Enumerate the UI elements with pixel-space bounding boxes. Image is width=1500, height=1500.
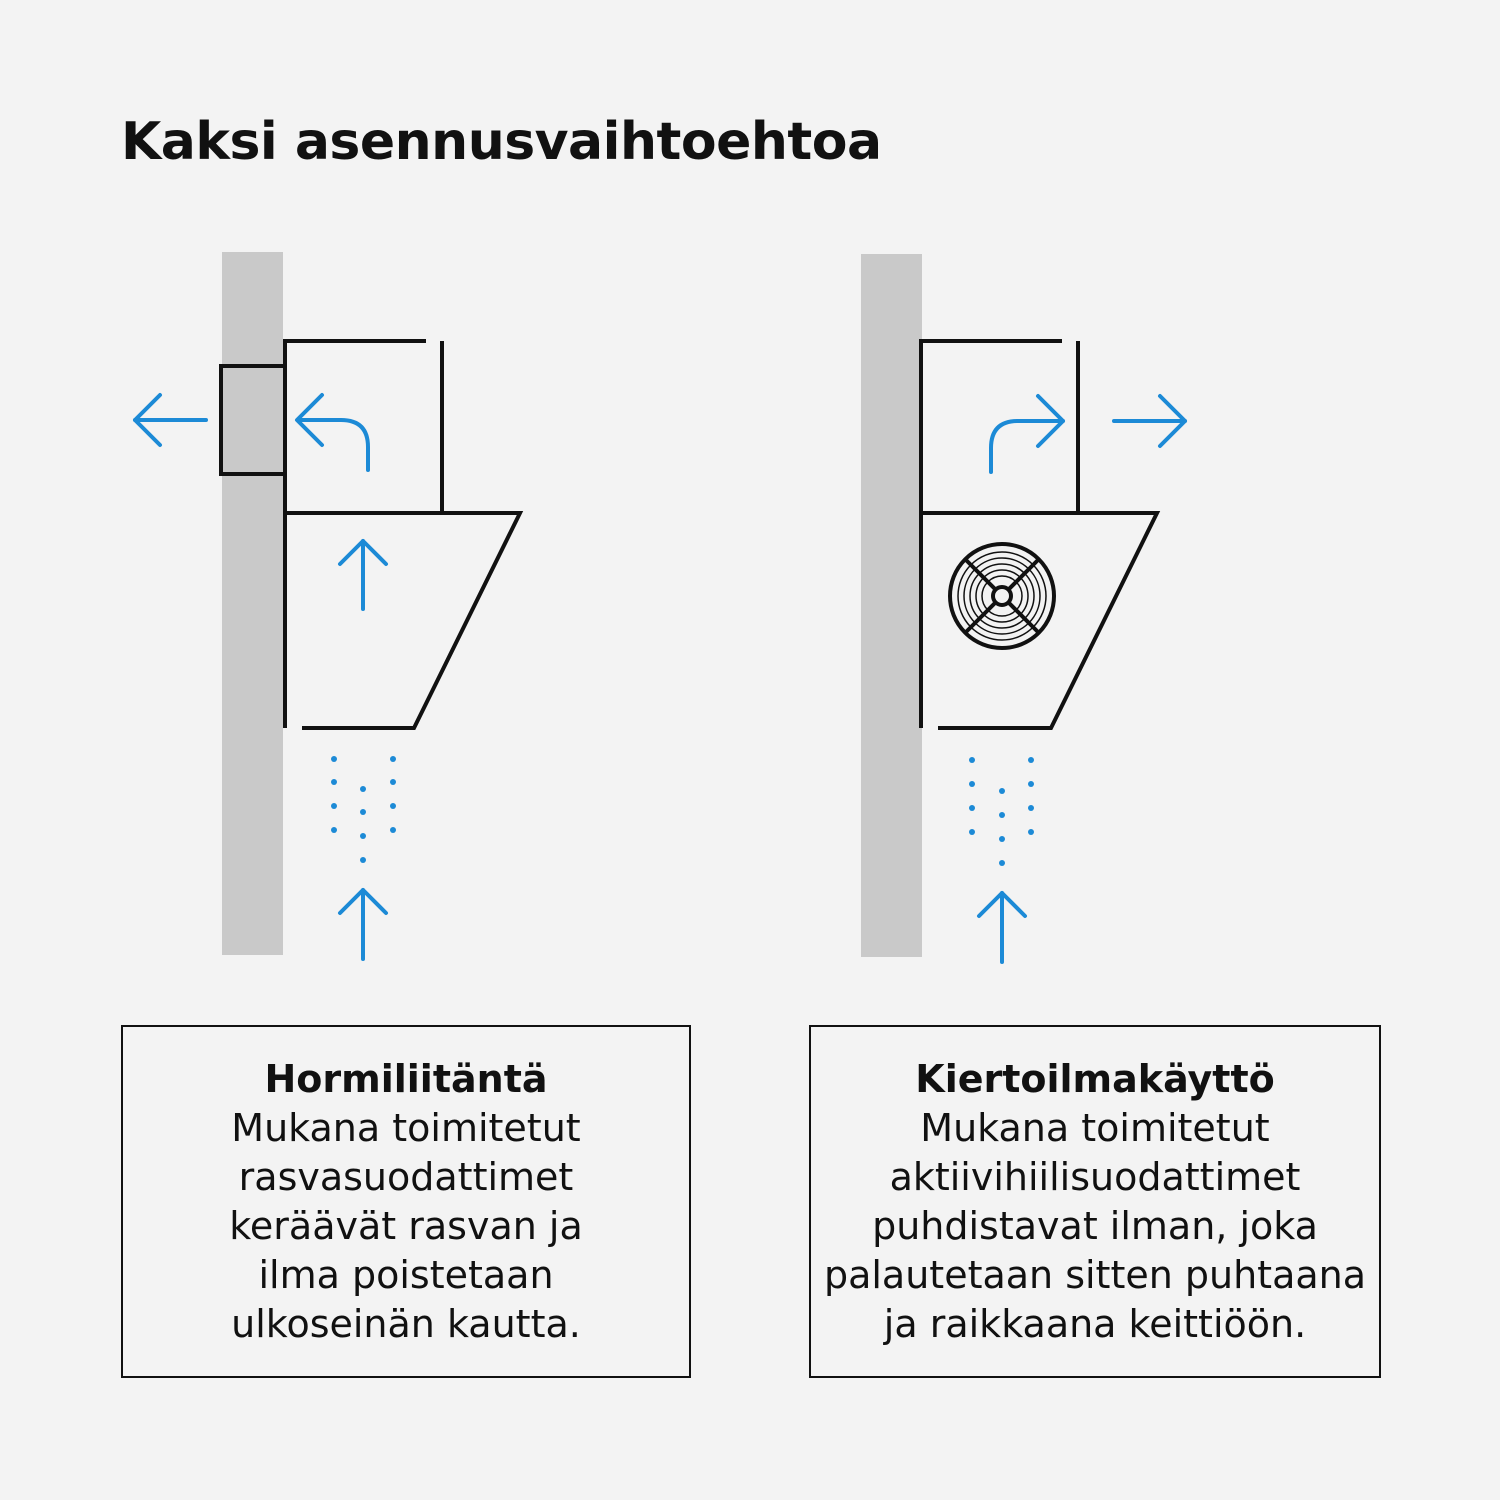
- caption-title: Hormiliitäntä: [264, 1056, 548, 1101]
- caption-body: Mukana toimitetut rasvasuodattimet keräävät rasvan ja ilma poistetaan ulkoseinän kautta.: [229, 1105, 583, 1346]
- hood-left: [285, 513, 520, 728]
- arrow-up-icon: [979, 893, 1025, 962]
- airflow-dots-left: [331, 756, 396, 863]
- arrow-up-icon: [340, 541, 386, 609]
- wall-right: [861, 254, 922, 957]
- arrow-right-icon: [1114, 396, 1185, 446]
- caption-recirculation: [809, 1025, 1381, 1378]
- wall-left: [222, 252, 283, 955]
- arrow-up-icon: [340, 890, 386, 959]
- recirculation-diagram: [861, 254, 1185, 962]
- curved-arrow-icon: [297, 395, 368, 470]
- caption-body: Mukana toimitetut aktiivihiilisuodattimet puhdistavat ilman, joka palautetaan sitten puhtaana ja raikkaana keittiöön.: [823, 1105, 1367, 1346]
- curved-arrow-icon: [991, 396, 1063, 472]
- page-title: Kaksi asennusvaihtoehtoa: [121, 112, 882, 172]
- fan-icon: [950, 544, 1054, 648]
- airflow-dots-right: [969, 757, 1034, 866]
- duct-diagram: [135, 252, 520, 959]
- caption-duct: [121, 1025, 691, 1378]
- caption-title: Kiertoilmakäyttö: [915, 1056, 1275, 1101]
- arrow-left-icon: [135, 395, 206, 445]
